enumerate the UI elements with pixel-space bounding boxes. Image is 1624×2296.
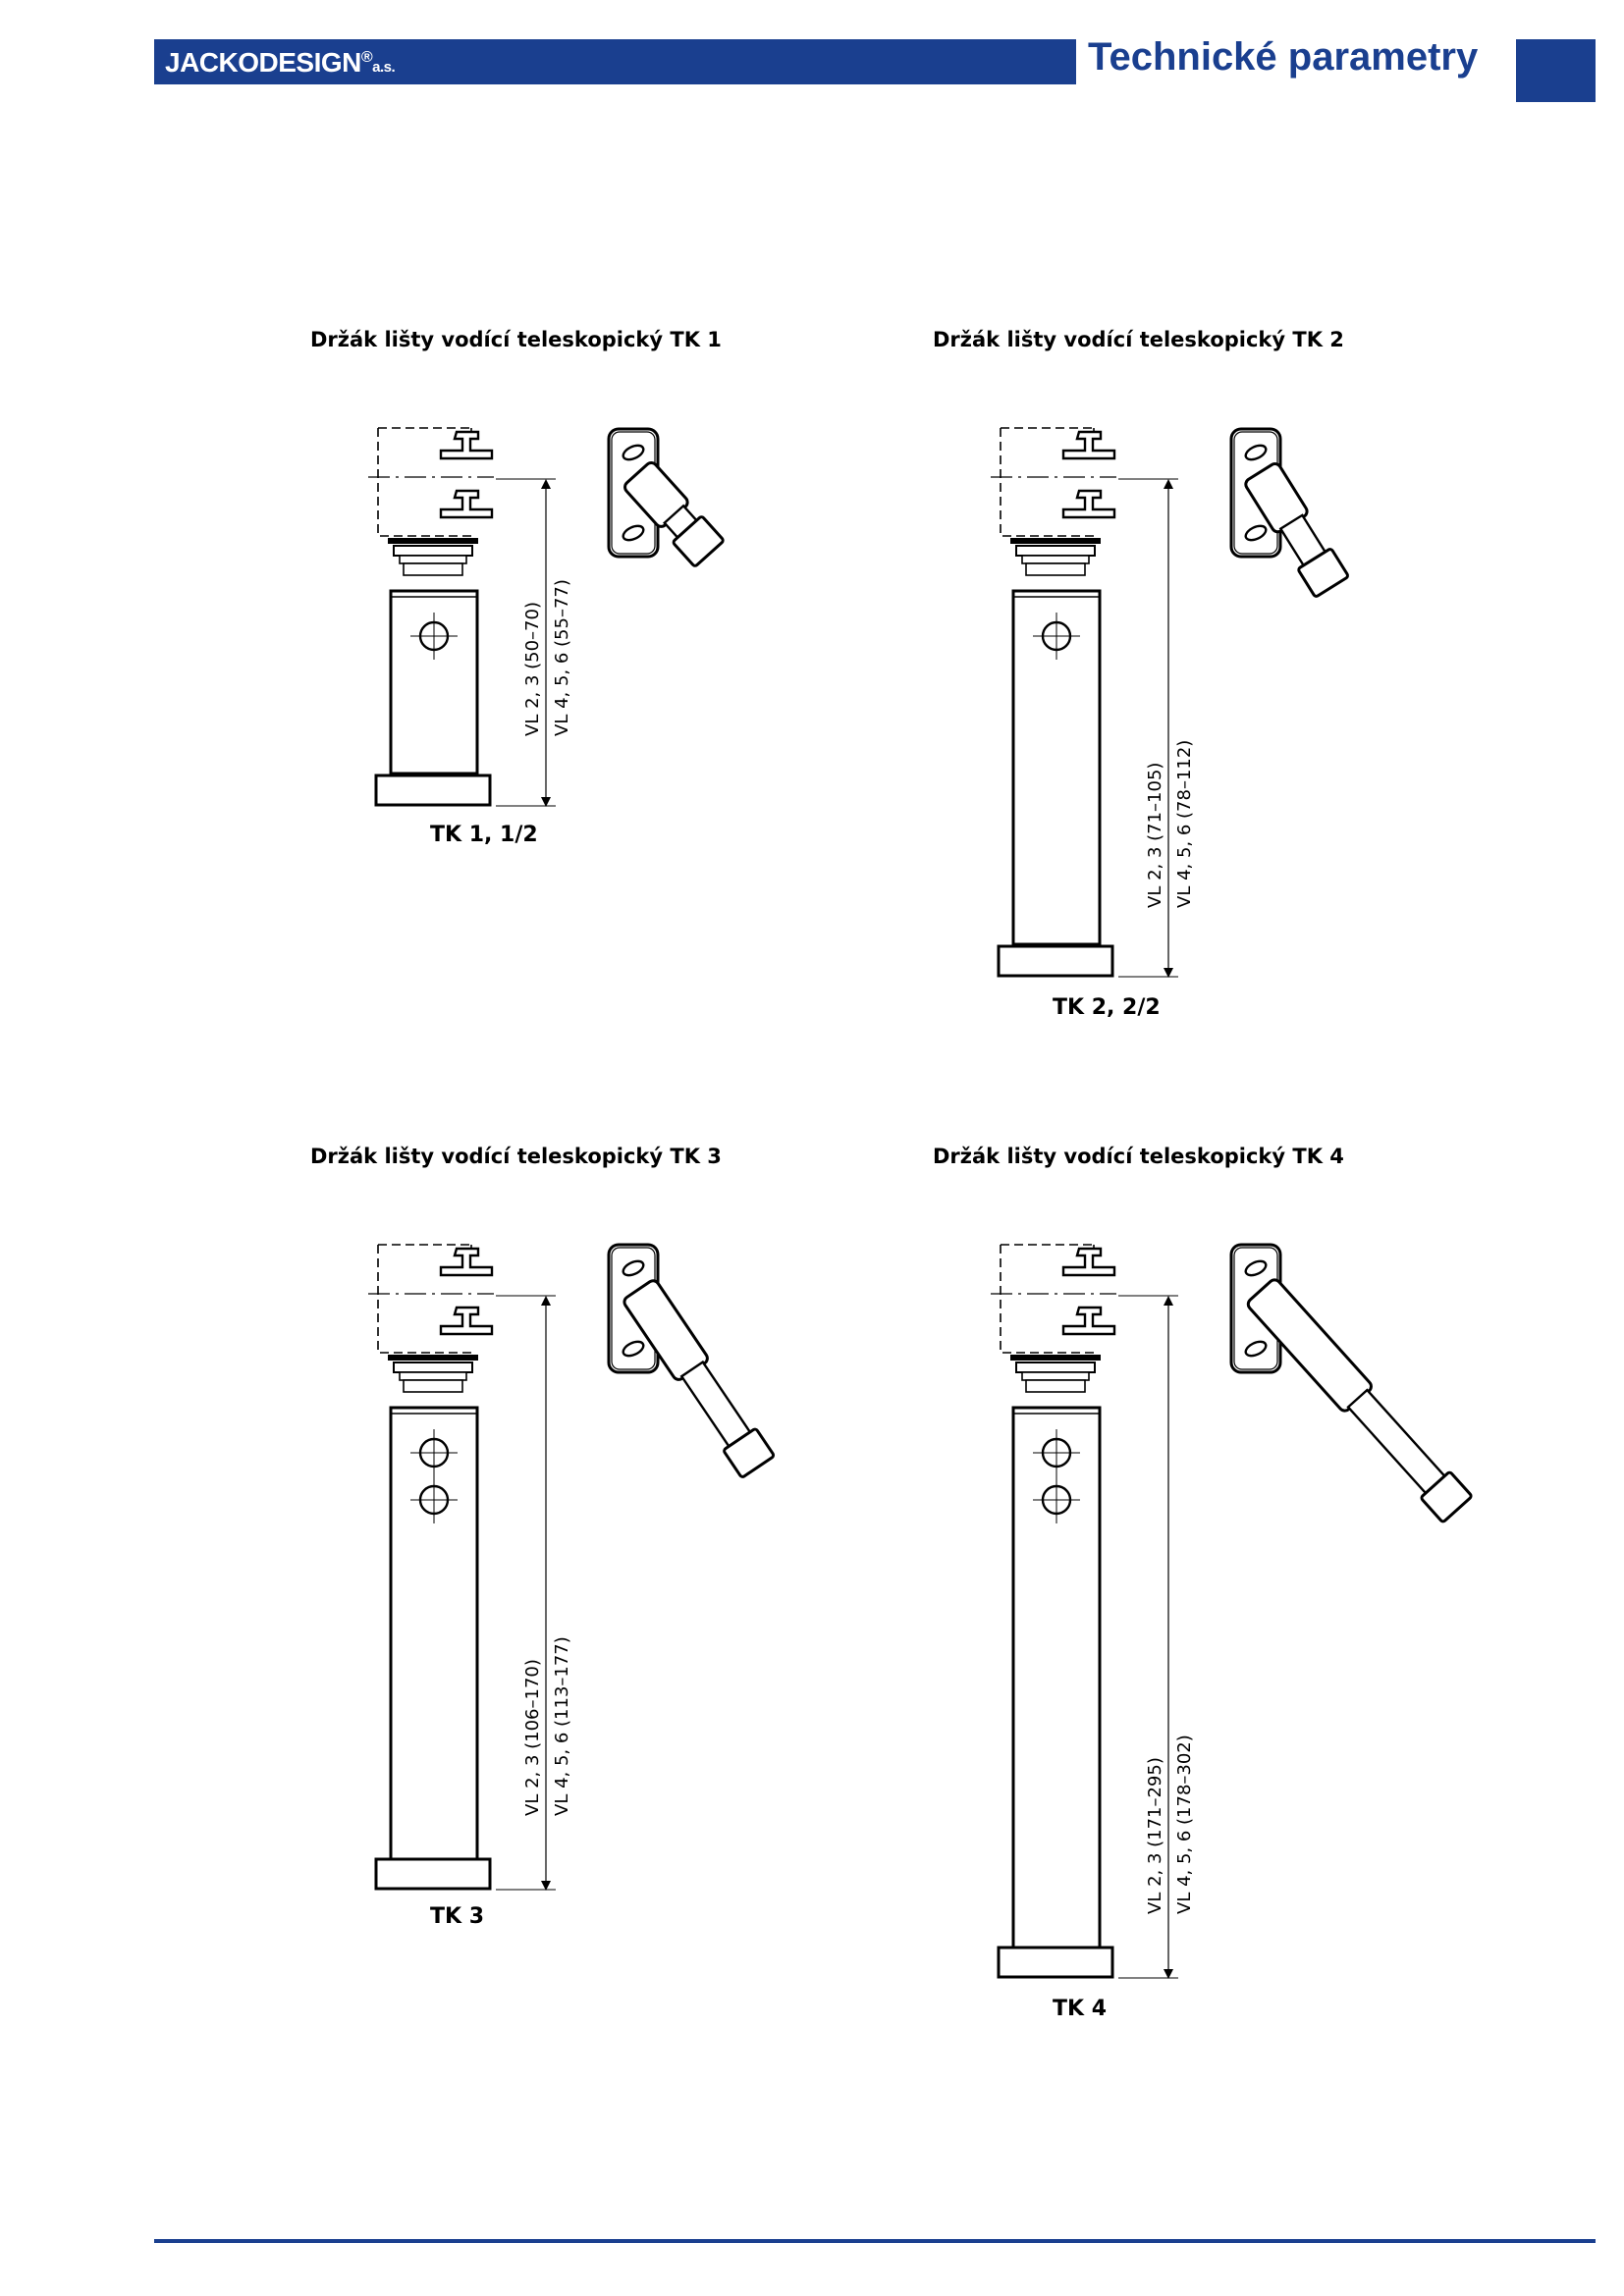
drawing-tk3 (368, 1245, 775, 1891)
drawing-tk2 (991, 428, 1349, 978)
section-title-tk3: Držák lišty vodící teleskopický TK 3 (310, 1145, 722, 1168)
dimension-label-tk3-vl456: VL 4, 5, 6 (113–177) (552, 1636, 572, 1816)
model-label-tk3: TK 3 (430, 1904, 485, 1929)
dimension-label-tk2-vl23: VL 2, 3 (71–105) (1145, 762, 1165, 908)
section-title-tk1: Držák lišty vodící teleskopický TK 1 (310, 328, 722, 351)
section-title-tk2: Držák lišty vodící teleskopický TK 2 (933, 328, 1344, 351)
drawing-tk1 (368, 428, 724, 807)
section-title-tk4: Držák lišty vodící teleskopický TK 4 (933, 1145, 1344, 1168)
model-label-tk4: TK 4 (1053, 1997, 1108, 2021)
brand-logo: JACKODESIGN®a.s. (165, 47, 396, 78)
dimension-label-tk4-vl456: VL 4, 5, 6 (178–302) (1174, 1735, 1195, 1914)
drawing-tk4 (991, 1245, 1472, 1979)
dimension-label-tk1-vl23: VL 2, 3 (50–70) (522, 602, 543, 736)
footer-rule (154, 2239, 1596, 2243)
model-label-tk2: TK 2, 2/2 (1053, 995, 1161, 1020)
page-title: Technické parametry (1088, 35, 1479, 79)
dimension-label-tk1-vl456: VL 4, 5, 6 (55–77) (552, 579, 572, 736)
model-label-tk1: TK 1, 1/2 (430, 823, 538, 847)
dimension-label-tk3-vl23: VL 2, 3 (106–170) (522, 1659, 543, 1816)
dimension-label-tk2-vl456: VL 4, 5, 6 (78–112) (1174, 739, 1195, 908)
dimension-label-tk4-vl23: VL 2, 3 (171–295) (1145, 1757, 1165, 1914)
